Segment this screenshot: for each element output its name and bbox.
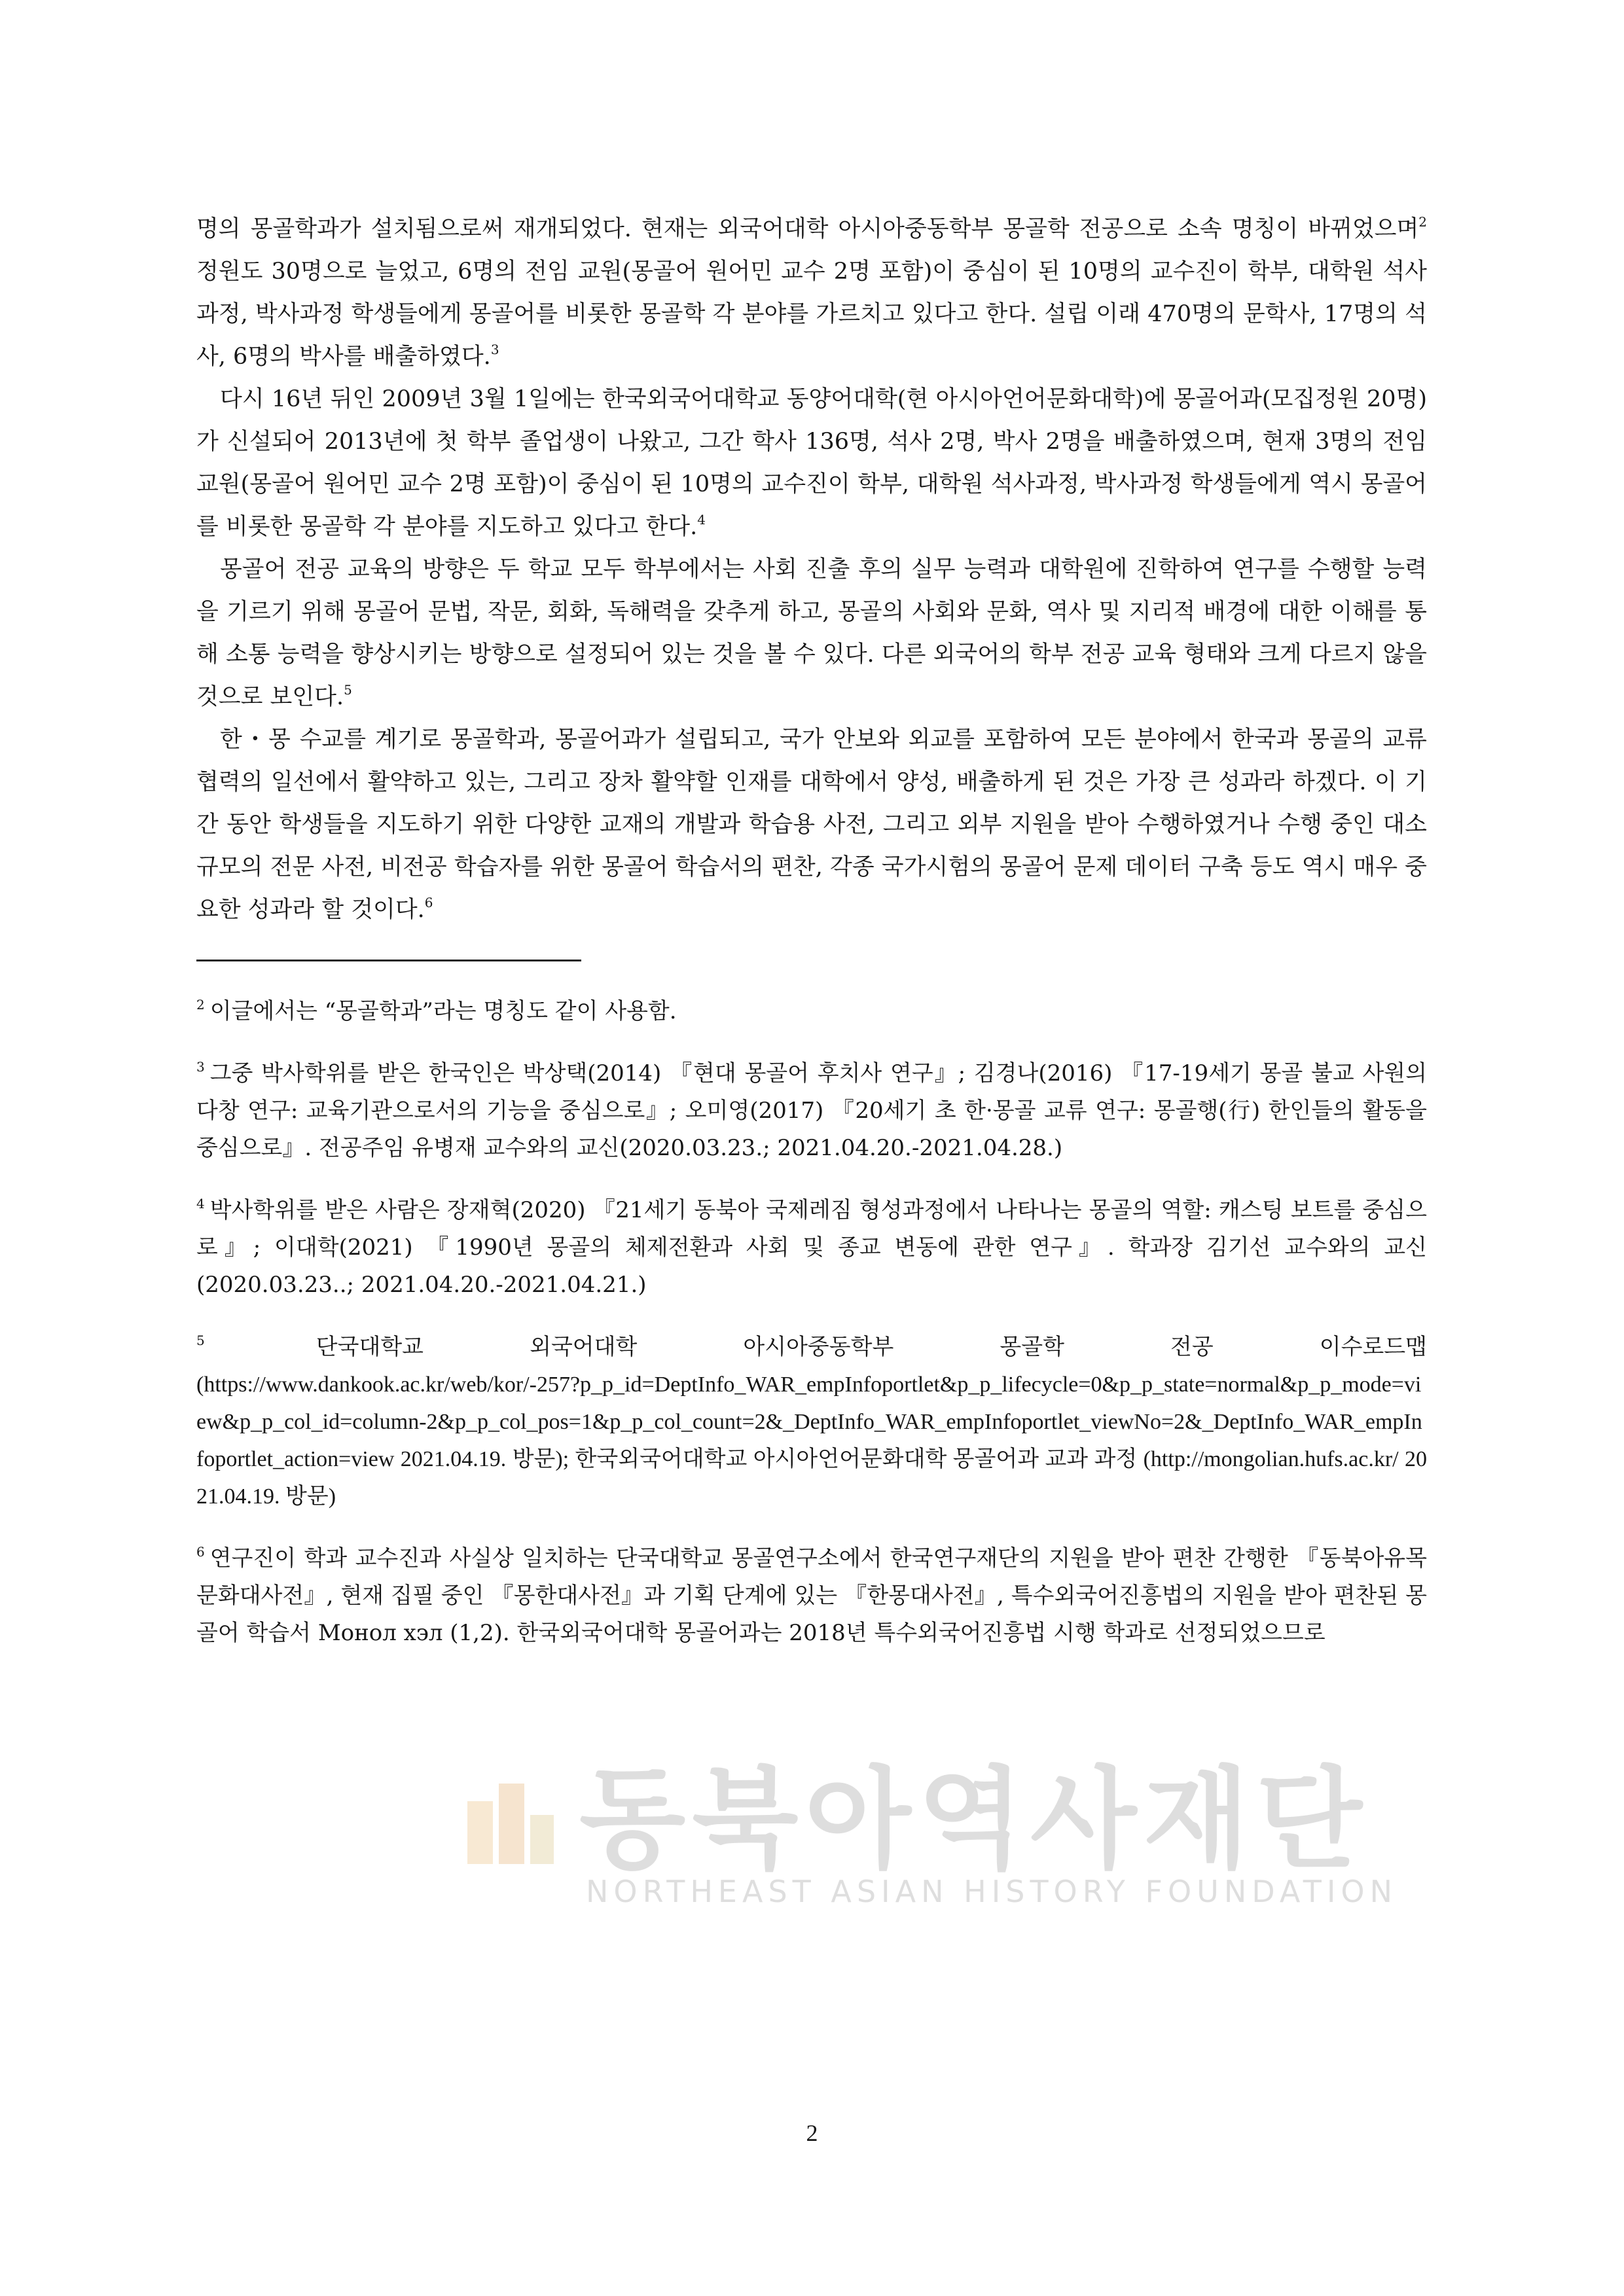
footnote-2: $^2$ 이글에서는 “몽골학과”라는 명칭도 같이 사용함. bbox=[196, 997, 677, 1024]
footnote-ref-3[interactable]: 3 bbox=[490, 342, 499, 357]
footnote-5-url[interactable]: (https://www.dankook.ac.kr/web/kor/-257?p_p_id=DeptInfo_WAR_empInfoportlet&p_p_lifecycle=0&p_p_state=normal&p_p_mode=view&p_p_col_id=column-2&p_p_col_pos=1&p_p_col_count=2&_DeptInfo_WAR_empInfoportlet_viewNo=2&_DeptInfo_WAR_empInfoportlet_action=view 2021.04.19. 방문); 한국외국어대학교 아시아언어문화대학 몽골어과 교과 과정 (http://mongolian.hufs.ac.kr/ 2021.04.19. 방문) bbox=[196, 1372, 1427, 1509]
footnote-5 bbox=[196, 1329, 1427, 1515]
document-page bbox=[196, 208, 1427, 1677]
page-number: 2 bbox=[806, 2120, 818, 2146]
foundation-watermark bbox=[461, 1757, 1430, 1908]
body-text bbox=[196, 208, 1427, 931]
footnote-ref-5[interactable]: 5 bbox=[344, 682, 352, 698]
paragraph-2: 다시 16년 뒤인 2009년 3월 1일에는 한국외국어대학교 동양어대학(현 아시아언어문화대학)에 몽골어과(모집정원 20명)가 신설되어 2013년에 첫 학부 졸업생이 나왔고, 그간 학사 136명, 석사 2명, 박사 2명을 배출하였으며, 현재 3명의 전임 교원(몽골어 원어민 교수 2명 포함)이 중심이 된 10명의 교수진이 학부, 대학원 석사과정, 박사과정 학생들에게 역시 몽골어를 비롯한 몽골학 각 분야를 지도하고 있다고 한다.$^4$ bbox=[196, 386, 1427, 540]
footnote-6: $^6$ 연구진이 학과 교수진과 사실상 일치하는 단국대학교 몽골연구소에서 한국연구재단의 지원을 받아 편찬 간행한 『동북아유목문화대사전』, 현재 집필 중인 『몽한대사전』과 기획 단계에 있는 『한몽대사전』, 특수외국어진흥법의 지원을 받아 편찬된 몽골어 학습서 Монол хэл (1,2). 한국외국어대학 몽골어과는 2018년 특수외국어진흥법 시행 학과로 선정되었으므로 bbox=[196, 1544, 1427, 1646]
watermark-title: 동북아역사재단 bbox=[579, 1755, 1369, 1884]
footnote-ref-4[interactable]: 4 bbox=[697, 512, 706, 528]
footnote-3: $^3$ 그중 박사학위를 받은 한국인은 박상택(2014) 『현대 몽골어 후치사 연구』; 김경나(2016) 『17-19세기 몽골 불교 사원의 다창 연구: 교육기관으로서의 기능을 중심으로』; 오미영(2017) 『20세기 초 한·몽골 교류 연구: 몽골행(行) 한인들의 활동을 중심으로』. 전공주임 유병재 교수와의 교신(2020.03.23.; 2021.04.20.-2021.04.28.) bbox=[196, 1059, 1427, 1161]
footnote-ref-6[interactable]: 6 bbox=[424, 895, 433, 910]
footnotes bbox=[196, 993, 1427, 1652]
paragraph-4: 한・몽 수교를 계기로 몽골학과, 몽골어과가 설립되고, 국가 안보와 외교를 포함하여 모든 분야에서 한국과 몽골의 교류 협력의 일선에서 활약하고 있는, 그리고 장차 활약할 인재를 대학에서 양성, 배출하게 된 것은 가장 큰 성과라 하겠다. 이 기간 동안 학생들을 지도하기 위한 다양한 교재의 개발과 학습용 사전, 그리고 외부 지원을 받아 수행하였거나 수행 중인 대소 규모의 전문 사전, 비전공 학습자를 위한 몽골어 학습서의 편찬, 각종 국가시험의 몽골어 문제 데이터 구축 등도 역시 매우 중요한 성과라 할 것이다.$^6$ bbox=[196, 726, 1427, 923]
footnote-divider bbox=[196, 960, 581, 961]
footnote-4: $^4$ 박사학위를 받은 사람은 장재혁(2020) 『21세기 동북아 국제레짐 형성과정에서 나타나는 몽골의 역할: 캐스팅 보트를 중심으로』; 이대학(2021) 『1990년 몽골의 체제전환과 사회 및 종교 변동에 관한 연구』. 학과장 김기선 교수와의 교신(2020.03.23..; 2021.04.20.-2021.04.21.) bbox=[196, 1196, 1427, 1298]
foundation-logo-icon bbox=[461, 1772, 560, 1870]
footnote-5-heading: $^5$ 단국대학교 외국어대학 아시아중동학부 몽골학 전공 이수로드맵 bbox=[196, 1333, 1427, 1360]
paragraph-3: 몽골어 전공 교육의 방향은 두 학교 모두 학부에서는 사회 진출 후의 실무 능력과 대학원에 진학하여 연구를 수행할 능력을 기르기 위해 몽골어 문법, 작문, 회화, 독해력을 갖추게 하고, 몽골의 사회와 문화, 역사 및 지리적 배경에 대한 이해를 통해 소통 능력을 향상시키는 방향으로 설정되어 있는 것을 볼 수 있다. 다른 외국어의 학부 전공 교육 형태와 크게 다르지 않을 것으로 보인다.$^5$ bbox=[196, 556, 1427, 710]
watermark-subtitle: NORTHEAST ASIAN HISTORY FOUNDATION bbox=[586, 1874, 1398, 1909]
paragraph-1: 명의 몽골학과가 설치됨으로써 재개되었다. 현재는 외국어대학 아시아중동학부 몽골학 전공으로 소속 명칭이 바뀌었으며$^2$ 정원도 30명으로 늘었고, 6명의 전임 교원(몽골어 원어민 교수 2명 포함)이 중심이 된 10명의 교수진이 학부, 대학원 석사과정, 박사과정 학생들에게 몽골어를 비롯한 몽골학 각 분야를 가르치고 있다고 한다. 설립 이래 470명의 문학사, 17명의 석사, 6명의 박사를 배출하였다.$^3$ bbox=[196, 214, 1427, 370]
footnote-ref-2[interactable]: 2 bbox=[1418, 214, 1427, 230]
